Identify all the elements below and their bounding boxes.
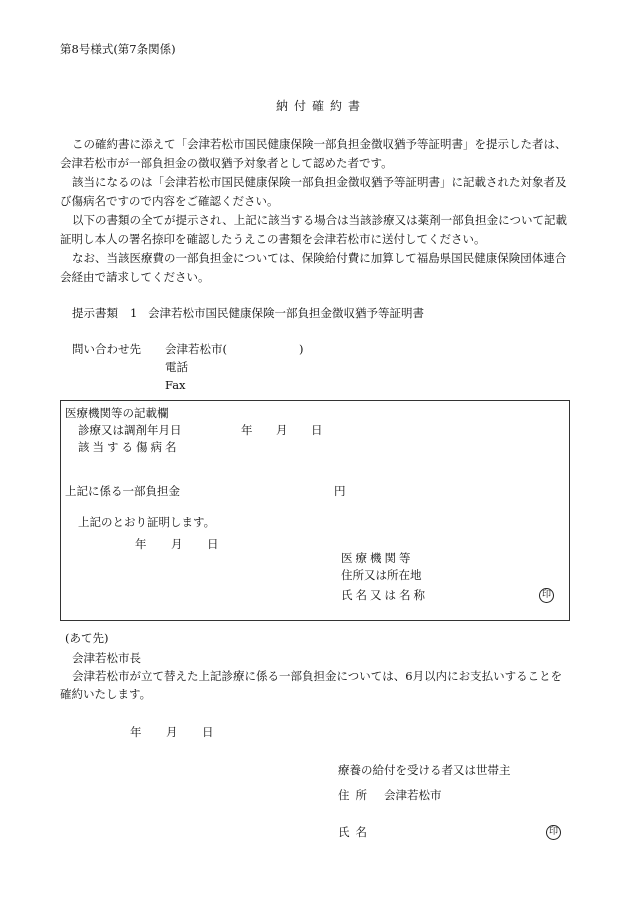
contact-city: 会津若松市( (165, 342, 227, 356)
medical-box-header: 医療機関等の記載欄 (65, 406, 169, 420)
pledge-line2: 確約いたします。 (60, 687, 152, 701)
intro-p2-line1: 該当になるのは「会津若松市国民健康保険一部負担金徴収猶予等証明書」に記載された対象者及 (72, 175, 567, 189)
certify-date-year: 年 (135, 537, 147, 551)
addressee-label: (あて先) (65, 631, 109, 645)
treatment-date-label: 診療又は調剤年月日 (78, 423, 182, 437)
signer-name-label: 氏名 (338, 825, 373, 839)
signature-date-day: 日 (202, 725, 214, 739)
pledge-line1: 会津若松市が立て替えた上記診療に係る一部負担金については、6月以内にお支払いすることを (72, 669, 563, 683)
certify-date-day: 日 (207, 537, 219, 551)
institution-name-label: 氏名又は名称 (341, 588, 428, 602)
certify-date-month: 月 (171, 537, 183, 551)
intro-p1-line2: 会津若松市が一部負担金の徴収猶予対象者として認めた者です。 (60, 156, 393, 170)
page-title: 納付確約書 (276, 99, 367, 113)
documents-number: 1 (130, 306, 138, 320)
copayment-yen: 円 (334, 484, 346, 498)
intro-p4-line1: なお、当該医療費の一部負担金については、保険給付費に加算して福島県国民健康保険団体連合 (72, 251, 567, 265)
addressee-name: 会津若松市長 (72, 651, 141, 665)
signer-address-value: 会津若松市 (384, 788, 442, 802)
contact-city-close: ) (299, 342, 304, 356)
intro-p2-line2: び傷病名ですので内容をご確認ください。 (60, 194, 279, 208)
institution-seal-mark: 印 (539, 588, 554, 603)
documents-item: 会津若松市国民健康保険一部負担金徴収猶予等証明書 (148, 306, 424, 320)
contact-fax: Fax (165, 378, 186, 392)
intro-p1-line1: この確約書に添えて「会津若松市国民健康保険一部負担金徴収猶予等証明書」を提示した者は、 (72, 137, 567, 151)
intro-p3-line1: 以下の書類の全てが提示され、上記に該当する場合は当該診療又は薬剤一部負担金について記載 (72, 213, 567, 227)
intro-p3-line2: 証明し本人の署名捺印を確認したうえこの書類を会津若松市に送付してください。 (60, 232, 486, 246)
recipient-label: 療養の給付を受ける者又は世帯主 (338, 763, 511, 777)
treatment-date-day: 日 (311, 423, 326, 437)
contact-phone: 電話 (165, 360, 188, 374)
form-number: 第8号様式(第7条関係) (60, 42, 176, 56)
treatment-date-month: 月 (276, 423, 288, 437)
signer-seal-mark: 印 (546, 825, 561, 840)
institution-label: 医療機関等 (341, 551, 414, 565)
signature-date-year: 年 (130, 725, 142, 739)
documents-label: 提示書類 (72, 306, 118, 320)
institution-address-label: 住所又は所在地 (341, 568, 422, 582)
intro-p4-line2: 会経由で請求してください。 (60, 270, 210, 284)
certify-text: 上記のとおり証明します。 (78, 515, 216, 529)
treatment-date-year: 年 (241, 423, 253, 437)
signer-address-label: 住所 (338, 788, 373, 802)
copayment-amount-label: 上記に係る一部負担金 (65, 484, 180, 498)
contact-label: 問い合わせ先 (72, 342, 141, 356)
signature-date-month: 月 (166, 725, 178, 739)
disease-name-label: 該当する傷病名 (78, 440, 180, 454)
